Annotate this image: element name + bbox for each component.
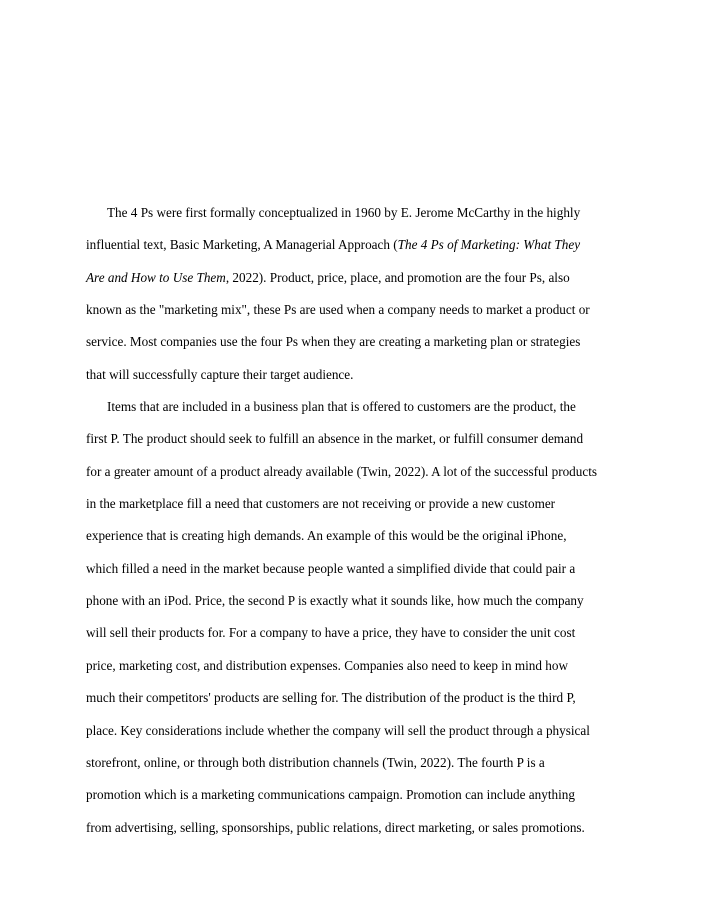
text-run: that will successfully capture their target audience. [86, 366, 354, 382]
text-line [86, 520, 632, 552]
text-run: from advertising, selling, sponsorships, public relations, direct marketing, or sales promotions. [86, 819, 585, 835]
text-run: in the marketplace fill a need that customers are not receiving or provide a new customer [86, 496, 556, 512]
text-run: experience that is creating high demands. An example of this would be the original iPhone, [86, 528, 567, 544]
text-run: place. Key considerations include whether the company will sell the product through a physical [86, 722, 590, 738]
text-line [86, 617, 632, 649]
text-run: price, marketing cost, and distribution expenses. Companies also need to keep in mind how [86, 657, 568, 673]
text-line [86, 197, 632, 229]
text-run: The 4 Ps were first formally conceptualized in 1960 by E. Jerome McCarthy in the highly [107, 205, 581, 220]
text-run: storefront, online, or through both distribution channels (Twin, 2022). The fourth P is a [86, 754, 545, 770]
text-line [86, 391, 632, 423]
paragraph [86, 391, 632, 844]
text-line [86, 229, 632, 261]
text-run: , 2022). Product, price, place, and promotion are the four Ps, also [225, 269, 570, 285]
text-line [86, 715, 632, 747]
text-line [86, 423, 632, 455]
text-run: phone with an iPod. Price, the second P is exactly what it sounds like, how much the company [86, 593, 584, 609]
italic-citation-title: Are and How to Use Them [86, 269, 226, 285]
text-line [86, 488, 632, 520]
text-line [86, 747, 632, 779]
text-run: Items that are included in a business plan that is offered to customers are the product, the [107, 399, 576, 415]
text-run: will sell their products for. For a company to have a price, they have to consider the unit cost [86, 625, 576, 641]
text-run: influential text, Basic Marketing, A Managerial Approach ( [86, 237, 398, 253]
text-run: much their competitors' products are selling for. The distribution of the product is the third P, [86, 690, 576, 706]
text-line [86, 553, 632, 585]
text-run: known as the "marketing mix", these Ps are used when a company needs to market a product or [86, 302, 590, 318]
text-line [86, 812, 632, 844]
text-line [86, 456, 632, 488]
text-line [86, 294, 632, 326]
text-run: service. Most companies use the four Ps when they are creating a marketing plan or strategies [86, 334, 581, 350]
document-body [86, 197, 632, 844]
italic-citation-title: The 4 Ps of Marketing: What They [397, 237, 581, 253]
text-line [86, 585, 632, 617]
text-run: first P. The product should seek to fulfill an absence in the market, or fulfill consumer demand [86, 431, 584, 447]
text-run: which filled a need in the market because people wanted a simplified divide that could pair a [86, 560, 576, 576]
text-run: promotion which is a marketing communications campaign. Promotion can include anything [86, 787, 575, 803]
text-line [86, 779, 632, 811]
paragraph [86, 197, 632, 391]
text-run: for a greater amount of a product already available (Twin, 2022). A lot of the successful products [86, 463, 598, 479]
text-line [86, 359, 632, 391]
text-line [86, 650, 632, 682]
text-line [86, 682, 632, 714]
text-line [86, 326, 632, 358]
text-line [86, 262, 632, 294]
